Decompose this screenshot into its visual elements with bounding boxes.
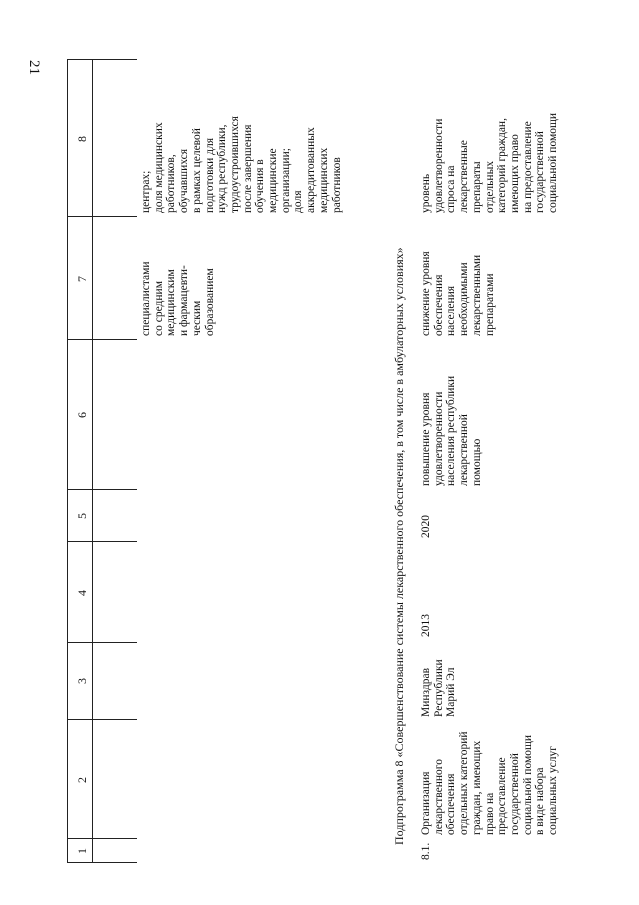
column-number-3: 3 xyxy=(75,678,89,684)
col-divider-7 xyxy=(67,339,137,340)
col-divider-4 xyxy=(67,642,137,643)
row-consequences: снижение уровня обеспечения населения необходимыми лекарственными препаратами xyxy=(420,251,496,336)
row-executor: Минздрав Республики Марий Эл xyxy=(420,659,458,717)
column-number-8: 8 xyxy=(75,136,89,142)
row-expected-result: повышение уровня удовлетворенности населения республики лекарственной помощью xyxy=(420,375,483,486)
row-start-year: 2013 xyxy=(420,614,432,637)
row-number: 8.1. xyxy=(420,842,432,860)
column-number-1: 1 xyxy=(75,848,89,854)
col-divider-8 xyxy=(67,216,137,217)
continuation-col8: центрах; доля медицинских работников, обучавшихся в рамках целевой подготовки для нужд республики, трудоустроившихся после завершения обучения в медицинские организации; доля аккредитованных медицинских работников xyxy=(140,116,343,213)
subprogram-title: Подпрограмма 8 «Совершенствование системы лекарственного обеспечения, в том числе в амбулаторных условиях» xyxy=(392,247,406,845)
row-indicators: уровень удовлетворенности спроса на лекарственные препараты отдельных категорий граждан, имеющих право на предоставление государственной социальной помощи xyxy=(420,112,560,213)
column-number-5: 5 xyxy=(75,513,89,519)
continuation-col7: специалистами со средним медицинским и фармацевти- ческим образованием xyxy=(140,261,216,336)
column-number-7: 7 xyxy=(75,276,89,282)
col-divider-6 xyxy=(67,489,137,490)
col-divider-3 xyxy=(67,719,137,720)
col-divider-5 xyxy=(67,541,137,542)
table-top-border xyxy=(67,60,68,863)
page-number: 21 xyxy=(26,60,42,75)
column-number-4: 4 xyxy=(75,590,89,596)
row-end-year: 2020 xyxy=(420,515,432,538)
column-number-2: 2 xyxy=(75,777,89,783)
col-divider-9 xyxy=(67,59,137,60)
column-number-6: 6 xyxy=(75,412,89,418)
header-row-border xyxy=(92,60,93,863)
row-measure-name: Организация лекарственного обеспечения отдельных категорий граждан, имеющих право на предоставление государственной социальной помощи в виде набора социальных услуг xyxy=(420,731,560,835)
